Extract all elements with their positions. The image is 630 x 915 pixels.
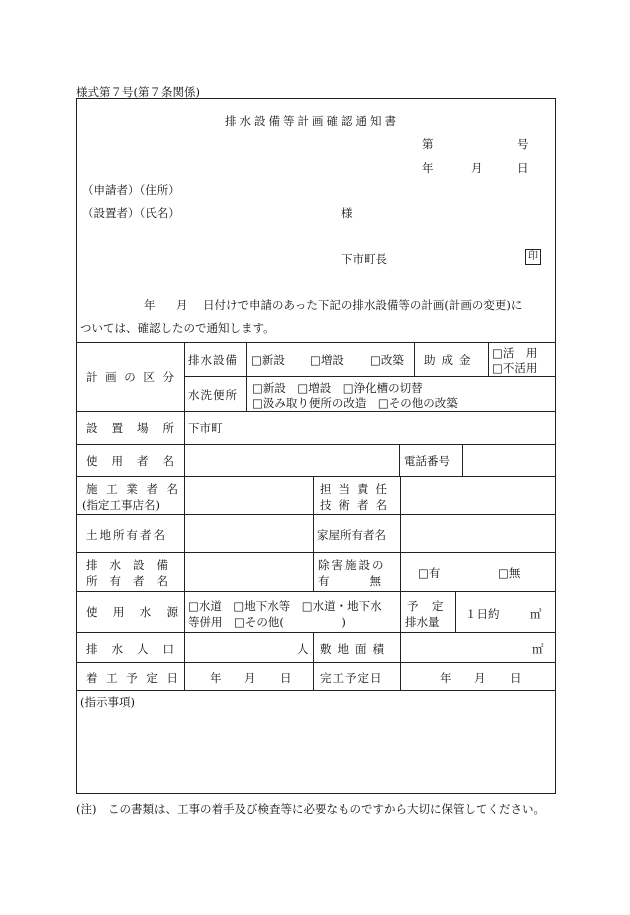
plan-category-label: 計 画 の 区 分 <box>86 370 174 384</box>
removal-facility-label-2: 有無 <box>318 574 421 588</box>
start-month: 月 <box>244 671 256 685</box>
water-source-options-1[interactable]: □水道 □地下水等 □水道・地下水 <box>188 599 382 613</box>
footnote: (注) この書類は、工事の着手及び検査等に必要なものですから大切に保管してください。 <box>76 802 545 816</box>
checkbox-new-construction[interactable]: □新設 <box>251 353 285 367</box>
doc-number-suffix: 号 <box>517 137 529 151</box>
removal-facility-label-1: 除害施設の <box>318 558 386 572</box>
engineer-label-2: 技術者名 <box>320 498 394 512</box>
date-month: 月 <box>471 161 483 175</box>
form-number: 様式第７号(第７条関係) <box>76 85 200 99</box>
checkbox-subsidy-nouse[interactable]: □不活用 <box>492 361 538 375</box>
contractor-name-label: 施 工 業 者 名 <box>86 482 178 496</box>
house-owner-label: 家屋所有者名 <box>317 528 386 542</box>
toilet-options-line-1[interactable]: □新設 □増設 □浄化槽の切替 <box>252 381 423 395</box>
water-source-label: 使 用 水 源 <box>86 605 178 619</box>
checkbox-renovation[interactable]: □改築 <box>370 353 404 367</box>
start-day: 日 <box>280 671 292 685</box>
notice-year: 年 <box>144 298 156 312</box>
mayor-title: 下市町長 <box>341 252 387 266</box>
facility-owner-label-2: 所有者名 <box>86 574 180 588</box>
square-meter-unit: ㎡ <box>532 642 544 656</box>
completion-date-label: 完工予定日 <box>320 671 383 685</box>
water-source-options-2[interactable]: 等併用 □その他( ) <box>188 615 346 629</box>
start-date-label: 着 工 予 定 日 <box>86 671 178 685</box>
toilet-options-line-2[interactable]: □汲み取り便所の改造 □その他の改築 <box>252 396 458 410</box>
designated-contractor-label: (指定工事店名) <box>82 498 160 512</box>
per-day-label: １日約 <box>465 607 500 621</box>
doc-number-prefix: 第 <box>422 137 434 151</box>
engineer-label-1: 担当責任 <box>320 482 394 496</box>
population-unit: 人 <box>297 642 309 656</box>
form-title: 排水設備等計画確認通知書 <box>225 114 399 128</box>
population-label: 排 水 人 口 <box>86 642 174 656</box>
seal-mark: 印 <box>525 249 541 265</box>
installer-name-label: （設置者）（氏名） <box>82 206 180 220</box>
notice-line-1: 日付けで申請のあった下記の排水設備等の計画(計画の変更)に <box>203 298 523 312</box>
facility-owner-label-1: 排水設備 <box>86 558 180 572</box>
planned-discharge-label-1: 予 定 <box>407 599 445 613</box>
subsidy-label: 助成金 <box>424 353 477 367</box>
drainage-facility-label: 排水設備 <box>188 353 238 367</box>
start-year: 年 <box>210 671 222 685</box>
instructions-label: (指示事項) <box>80 695 135 709</box>
landowner-label: 土地所有者名 <box>86 528 167 542</box>
user-name-label: 使 用 者 名 <box>86 454 174 468</box>
site-area-label: 敷地面積 <box>320 642 390 656</box>
notice-line-2: ついては、確認したので通知します。 <box>80 321 275 335</box>
end-day: 日 <box>510 671 522 685</box>
date-day: 日 <box>517 161 529 175</box>
checkbox-subsidy-use[interactable]: □活 用 <box>492 346 538 360</box>
end-month: 月 <box>474 671 486 685</box>
checkbox-extension[interactable]: □増設 <box>310 353 344 367</box>
location-value: 下市町 <box>188 421 223 435</box>
phone-number-label: 電話番号 <box>404 454 450 468</box>
cubic-meter-unit: ㎥ <box>530 607 542 621</box>
applicant-address-label: （申請者）（住所） <box>82 183 180 197</box>
flush-toilet-label: 水洗便所 <box>188 388 238 402</box>
date-year: 年 <box>422 161 434 175</box>
honorific: 様 <box>341 206 353 220</box>
checkbox-removal-yes[interactable]: □有 <box>418 566 441 580</box>
checkbox-removal-no[interactable]: □無 <box>498 566 521 580</box>
notice-month: 月 <box>176 298 188 312</box>
end-year: 年 <box>440 671 452 685</box>
planned-discharge-label-2: 排水量 <box>405 615 440 629</box>
location-label: 設 置 場 所 <box>86 421 174 435</box>
